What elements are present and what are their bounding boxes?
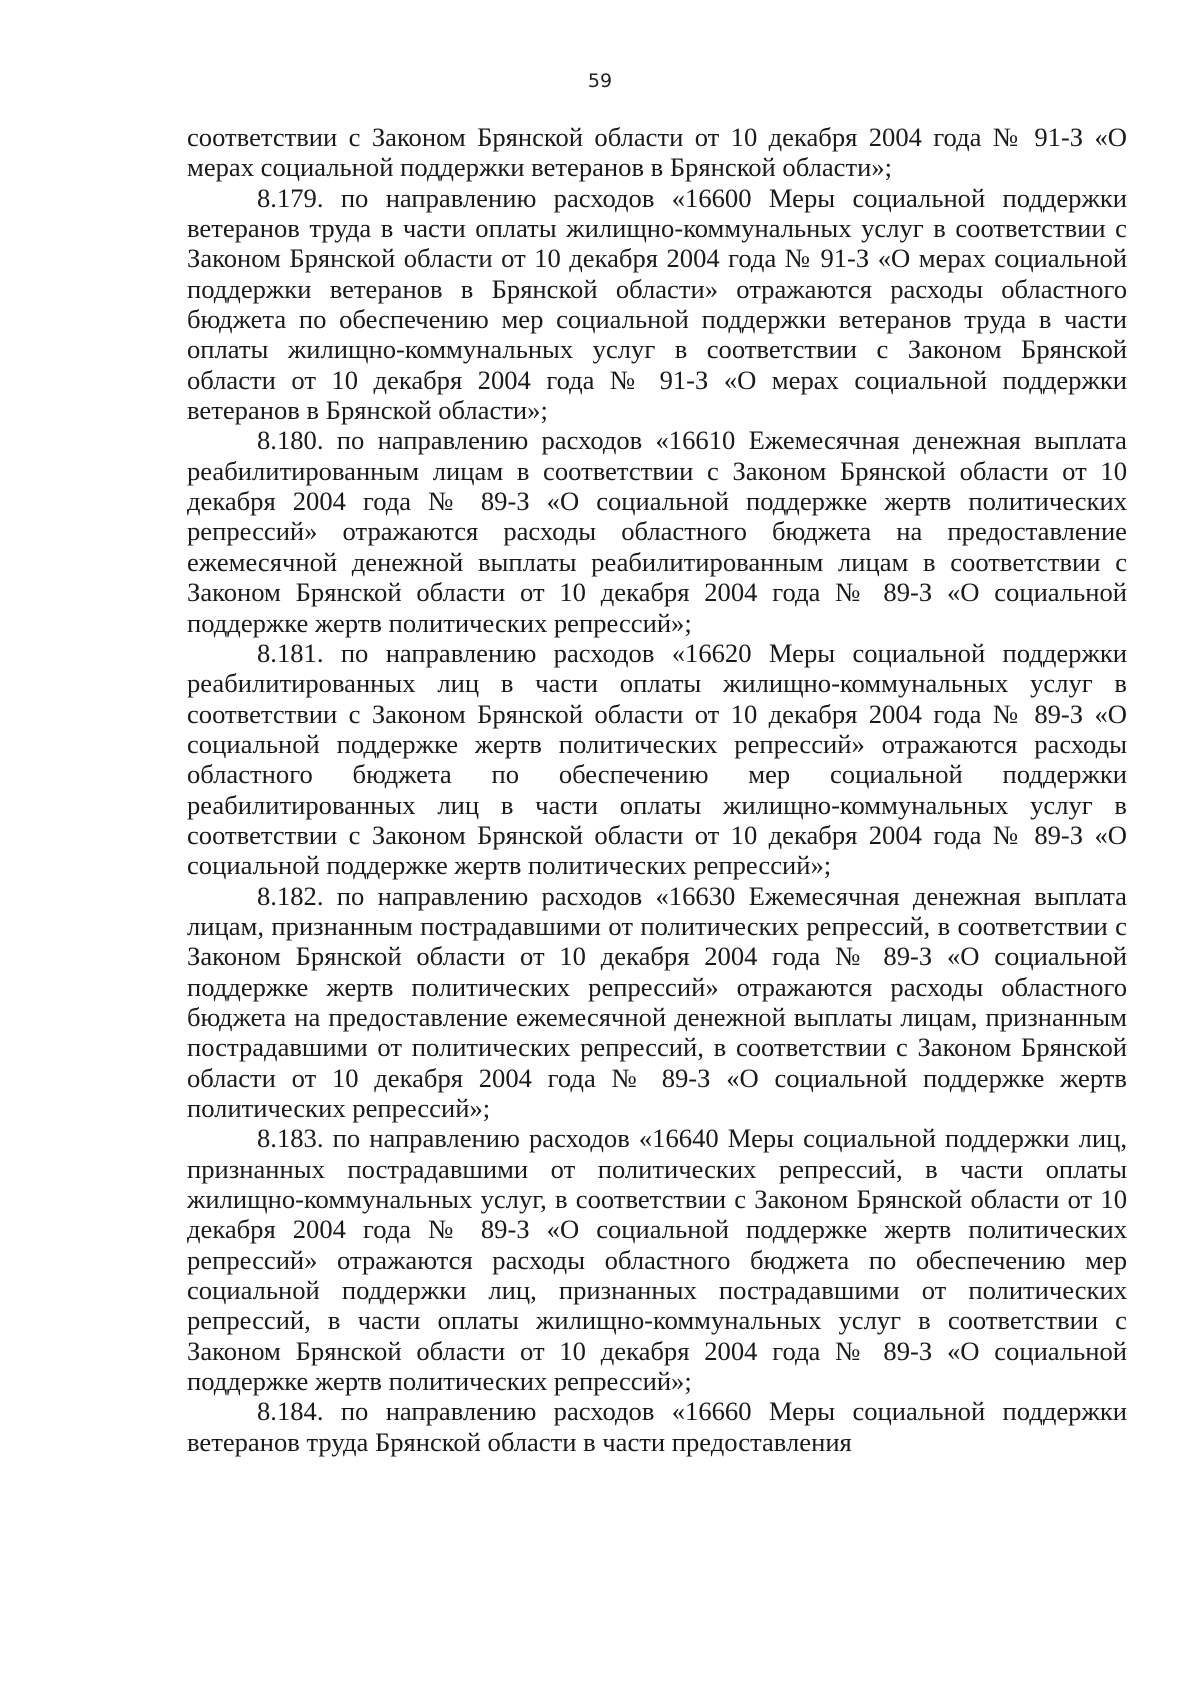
paragraph-text: по направлению расходов «16640 Меры социальной поддержки лиц, признанных пострадавшими от политических репрессий, в части оплаты жилищно-коммунальных услуг, в соответствии с Законом Брянской области от 10 декабря 2004 года № 89-З «О социальной поддержке жертв политических репрессий» отражаются расходы областного бюджета по обеспечению мер социальной поддержки лиц, признанных пострадавшими от политических репрессий, в части оплаты жилищно-коммунальных услуг в соответствии с Законом Брянской области от 10 декабря 2004 года № 89-З «О социальной поддержке жертв политических репрессий»; <box>187 1123 1127 1397</box>
page-number: 59 <box>587 70 613 92</box>
paragraph-text: по направлению расходов «16610 Ежемесячная денежная выплата реабилитированным лицам в соответствии с Законом Брянской области от 10 декабря 2004 года № 89-З «О социальной поддержке жертв политических репрессий» отражаются расходы областного бюджета на предоставление ежемесячной денежной выплаты реабилитированным лицам в соответствии с Законом Брянской области от 10 декабря 2004 года № 89-З «О социальной поддержке жертв политических репрессий»; <box>187 425 1127 638</box>
paragraph-number: 8.179. <box>257 182 324 213</box>
paragraph-8-184 <box>187 1396 1127 1457</box>
paragraph-number: 8.180. <box>257 425 324 456</box>
paragraph-text: по направлению расходов «16660 Меры социальной поддержки ветеранов труда Брянской области в части предоставления <box>187 1396 1127 1457</box>
paragraph-8-183 <box>187 1123 1127 1396</box>
document-body <box>187 122 1127 1457</box>
paragraph-number: 8.181. <box>257 637 324 668</box>
paragraph-text: по направлению расходов «16630 Ежемесячная денежная выплата лицам, признанным пострадавшими от политических репрессий, в соответствии с Законом Брянской области от 10 декабря 2004 года № 89-З «О социальной поддержке жертв политических репрессий» отражаются расходы областного бюджета на предоставление ежемесячной денежной выплаты лицам, признанным пострадавшими от политических репрессий, в соответствии с Законом Брянской области от 10 декабря 2004 года № 89-З «О социальной поддержке жертв политических репрессий»; <box>187 880 1127 1123</box>
paragraph-number: 8.182. <box>257 880 324 911</box>
paragraph-text: по направлению расходов «16620 Меры социальной поддержки реабилитированных лиц в части оплаты жилищно-коммунальных услуг в соответствии с Законом Брянской области от 10 декабря 2004 года № 89-З «О социальной поддержке жертв политических репрессий» отражаются расходы областного бюджета по обеспечению мер социальной поддержки реабилитированных лиц в части оплаты жилищно-коммунальных услуг в соответствии с Законом Брянской области от 10 декабря 2004 года № 89-З «О социальной поддержке жертв политических репрессий»; <box>187 637 1127 881</box>
paragraph-text: по направлению расходов «16600 Меры социальной поддержки ветеранов труда в части оплаты жилищно-коммунальных услуг в соответствии с Законом Брянской области от 10 декабря 2004 года № 91-З «О мерах социальной поддержки ветеранов в Брянской области» отражаются расходы областного бюджета по обеспечению мер социальной поддержки ветеранов труда в части оплаты жилищно-коммунальных услуг в соответствии с Законом Брянской области от 10 декабря 2004 года № 91-З «О мерах социальной поддержки ветеранов в Брянской области»; <box>187 182 1127 426</box>
paragraph-8-180 <box>187 425 1127 637</box>
paragraph-continuation <box>187 122 1127 183</box>
paragraph-number: 8.184. <box>257 1396 324 1427</box>
paragraph-text: соответствии с Законом Брянской области от 10 декабря 2004 года № 91-З «О мерах социальной поддержки ветеранов в Брянской области»; <box>187 122 1127 183</box>
paragraph-8-179 <box>187 183 1127 426</box>
paragraph-8-182 <box>187 881 1127 1124</box>
paragraph-8-181 <box>187 638 1127 881</box>
paragraph-number: 8.183. <box>257 1123 324 1154</box>
